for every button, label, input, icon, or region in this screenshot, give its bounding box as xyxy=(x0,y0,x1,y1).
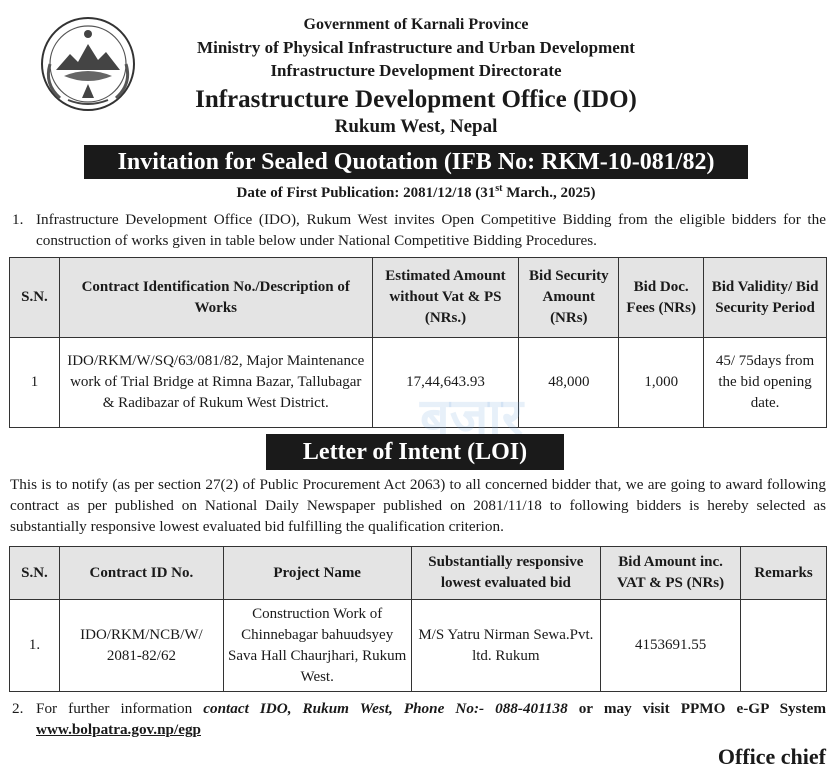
directorate-line: Infrastructure Development Directorate xyxy=(270,61,562,80)
table-cell: M/S Yatru Nirman Sewa.Pvt. ltd. Rukum xyxy=(411,600,601,692)
publication-date: Date of First Publication: 2081/12/18 (31st March., 2025) xyxy=(236,183,596,201)
table-cell: 17,44,643.93 xyxy=(372,338,519,428)
signature: Office chief xyxy=(717,744,826,769)
loi-banner: Letter of Intent (LOI) xyxy=(266,434,564,470)
table-cell: 48,000 xyxy=(519,338,619,428)
header-cell: Contract Identification No./Description of Works xyxy=(59,258,372,338)
loi-table xyxy=(9,546,827,692)
government-line: Government of Karnali Province xyxy=(303,16,529,33)
header-cell: Project Name xyxy=(223,547,411,600)
header-cell: Bid Doc. Fees (NRs) xyxy=(619,258,704,338)
table-row xyxy=(10,338,827,428)
bid-table xyxy=(9,257,827,428)
egp-link[interactable]: www.bolpatra.gov.np/egp xyxy=(36,721,201,738)
header-cell: Bid Amount inc. VAT & PS (NRs) xyxy=(601,547,741,600)
header-cell: S.N. xyxy=(10,547,60,600)
contact-prefix: For further information xyxy=(36,700,204,717)
table-header-row xyxy=(10,547,827,600)
table-cell: IDO/RKM/W/SQ/63/081/82, Major Maintenance work of Trial Bridge at Rimna Bazar, Tallubagar & Radibazar of Rukum West District. xyxy=(59,338,372,428)
table-cell: 1,000 xyxy=(619,338,704,428)
table-cell: IDO/RKM/NCB/W/ 2081-82/62 xyxy=(59,600,223,692)
table-cell: Construction Work of Chinnebagar bahuudsyey Sava Hall Chaurjhari, Rukum West. xyxy=(223,600,411,692)
table-cell: 4153691.55 xyxy=(601,600,741,692)
header-cell: Substantially responsive lowest evaluated bid xyxy=(411,547,601,600)
contact-paragraph xyxy=(12,698,826,740)
table-row xyxy=(10,600,827,692)
invitation-paragraph xyxy=(12,209,826,251)
paragraph-text: Infrastructure Development Office (IDO), Rukum West invites Open Competitive Bidding from the eligible bidders for the construction of works given in table below under National Competitive Bidding Procedures. xyxy=(36,211,826,249)
ministry-line: Ministry of Physical Infrastructure and Urban Development xyxy=(197,38,635,57)
header-cell: Bid Validity/ Bid Security Period xyxy=(704,258,827,338)
header-cell: Estimated Amount without Vat & PS (NRs.) xyxy=(372,258,519,338)
table-cell xyxy=(741,600,827,692)
header-cell: Bid Security Amount (NRs) xyxy=(519,258,619,338)
paragraph-number: 2. xyxy=(12,700,24,717)
table-header-row xyxy=(10,258,827,338)
office-location: Rukum West, Nepal xyxy=(334,116,498,137)
paragraph-number: 1. xyxy=(12,211,24,228)
office-title: Infrastructure Development Office (IDO) xyxy=(195,86,637,113)
table-cell: 45/ 75days from the bid opening date. xyxy=(704,338,827,428)
ifb-banner: Invitation for Sealed Quotation (IFB No: RKM-10-081/82) xyxy=(84,145,748,179)
contact-details: contact IDO, Rukum West, Phone No:- 088-401138 xyxy=(203,700,568,717)
contact-middle: or may visit PPMO e-GP System xyxy=(567,700,826,717)
header-cell: S.N. xyxy=(10,258,60,338)
table-cell: 1. xyxy=(10,600,60,692)
table-cell: 1 xyxy=(10,338,60,428)
loi-paragraph: This is to notify (as per section 27(2) of Public Procurement Act 2063) to all concerned bidder that, we are going to award following contract as per published on National Daily Newspaper published on 2081/11/18 to following bidders is hereby selected as substantially responsive lowest evaluated bid fulfilling the qualification criterion. xyxy=(10,476,826,535)
header-cell: Contract ID No. xyxy=(59,547,223,600)
header-cell: Remarks xyxy=(741,547,827,600)
